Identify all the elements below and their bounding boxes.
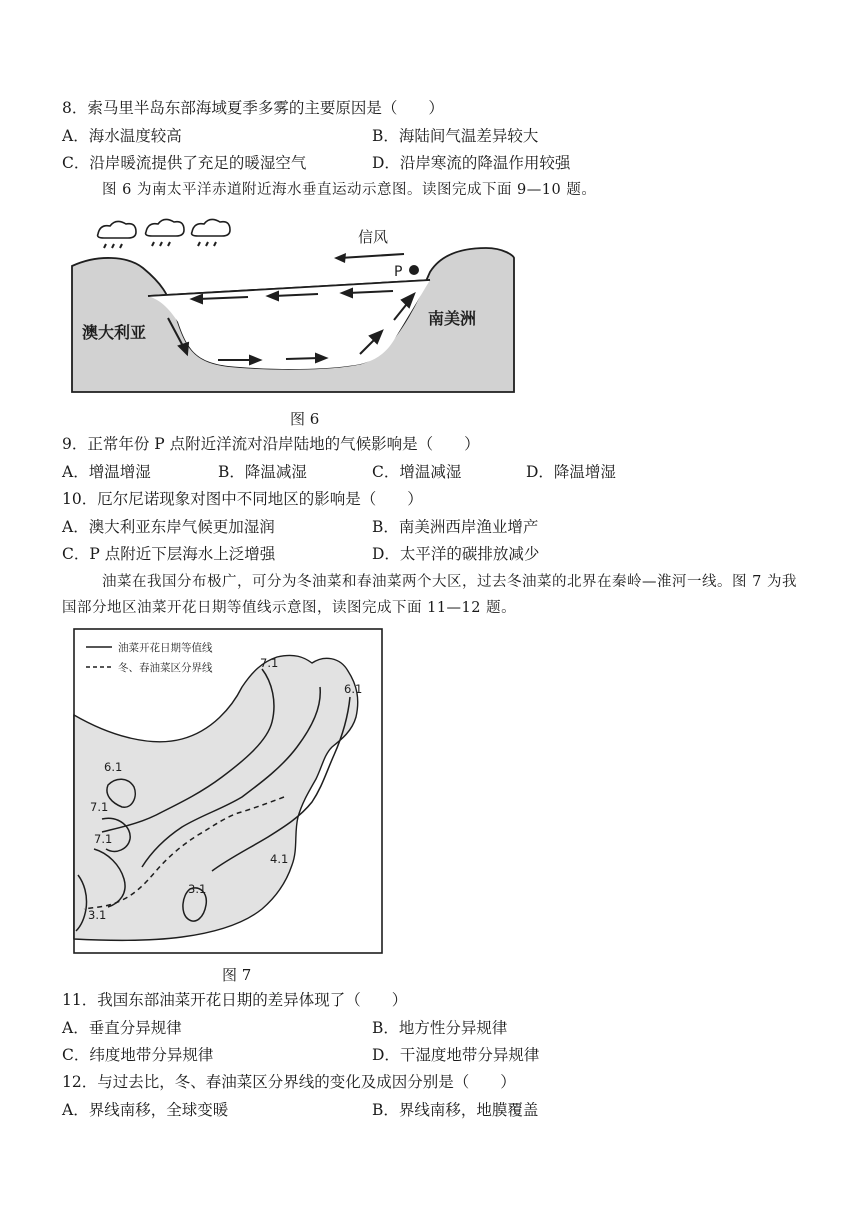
fig7-caption: 图 7 [222,966,252,984]
q8-option-b: B．海陆间气温差异较大 [372,127,539,145]
south-america-label: 南美洲 [428,309,477,328]
q8-stem: 8．索马里半岛东部海域夏季多雾的主要原因是（ ） [62,99,444,117]
q12-option-b: B．界线南移，地膜覆盖 [372,1101,539,1119]
fig7-intro-line2: 国部分地区油菜开花日期等值线示意图，读图完成下面 11—12 题。 [62,600,517,616]
fig6-intro: 图 6 为南太平洋赤道附近海水垂直运动示意图。读图完成下面 9—10 题。 [102,182,597,198]
point-p-label: P [394,264,403,280]
rain-cloud-icon [98,219,230,248]
q11-option-c: C．纬度地带分异规律 [62,1046,214,1064]
isoline-label: 6.1 [104,760,123,774]
wind-label: 信风 [358,228,389,246]
isoline-label: 7.1 [260,656,279,670]
q9-option-b: B．降温减湿 [218,463,307,481]
q11-option-b: B．地方性分异规律 [372,1019,508,1037]
q10-option-d: D．太平洋的碳排放减少 [372,545,540,563]
isoline-label: 7.1 [94,832,113,846]
q8-option-a: A．海水温度较高 [62,127,182,145]
q12-option-a: A．界线南移，全球变暖 [62,1101,229,1119]
q10-option-c: C．P 点附近下层海水上泛增强 [62,545,276,563]
australia-label: 澳大利亚 [82,323,147,342]
point-p-marker [409,265,419,275]
fig6-diagram [68,212,516,394]
fig7-map [72,627,384,955]
q10-stem: 10．厄尔尼诺现象对图中不同地区的影响是（ ） [62,490,423,508]
q9-option-d: D．降温增湿 [526,463,616,481]
fig6-caption: 图 6 [290,410,320,428]
legend-solid-label: 油菜开花日期等值线 [118,642,213,654]
trade-wind-arrow [340,254,404,258]
q9-option-a: A．增温增湿 [62,463,151,481]
q10-option-a: A．澳大利亚东岸气候更加湿润 [62,518,275,536]
q11-option-d: D．干湿度地带分异规律 [372,1046,540,1064]
q12-stem: 12．与过去比，冬、春油菜区分界线的变化及成因分别是（ ） [62,1073,516,1091]
q9-stem: 9．正常年份 P 点附近洋流对沿岸陆地的气候影响是（ ） [62,435,480,453]
isoline-label: 7.1 [90,800,109,814]
isoline-label: 3.1 [188,882,207,896]
q8-option-c: C．沿岸暖流提供了充足的暖湿空气 [62,154,307,172]
fig7-intro-line1: 油菜在我国分布极广，可分为冬油菜和春油菜两个大区，过去冬油菜的北界在秦岭—淮河一线。图 7 为我 [102,574,797,590]
q11-stem: 11．我国东部油菜开花日期的差异体现了（ ） [62,991,408,1009]
q10-option-b: B．南美洲西岸渔业增产 [372,518,539,536]
legend-dashed-label: 冬、春油菜区分界线 [118,662,213,674]
isoline-label: 4.1 [270,852,289,866]
q8-option-d: D．沿岸寒流的降温作用较强 [372,154,571,172]
q11-option-a: A．垂直分异规律 [62,1019,182,1037]
isoline-label: 3.1 [88,908,107,922]
q9-option-c: C．增温减湿 [372,463,462,481]
isoline-label: 6.1 [344,682,363,696]
